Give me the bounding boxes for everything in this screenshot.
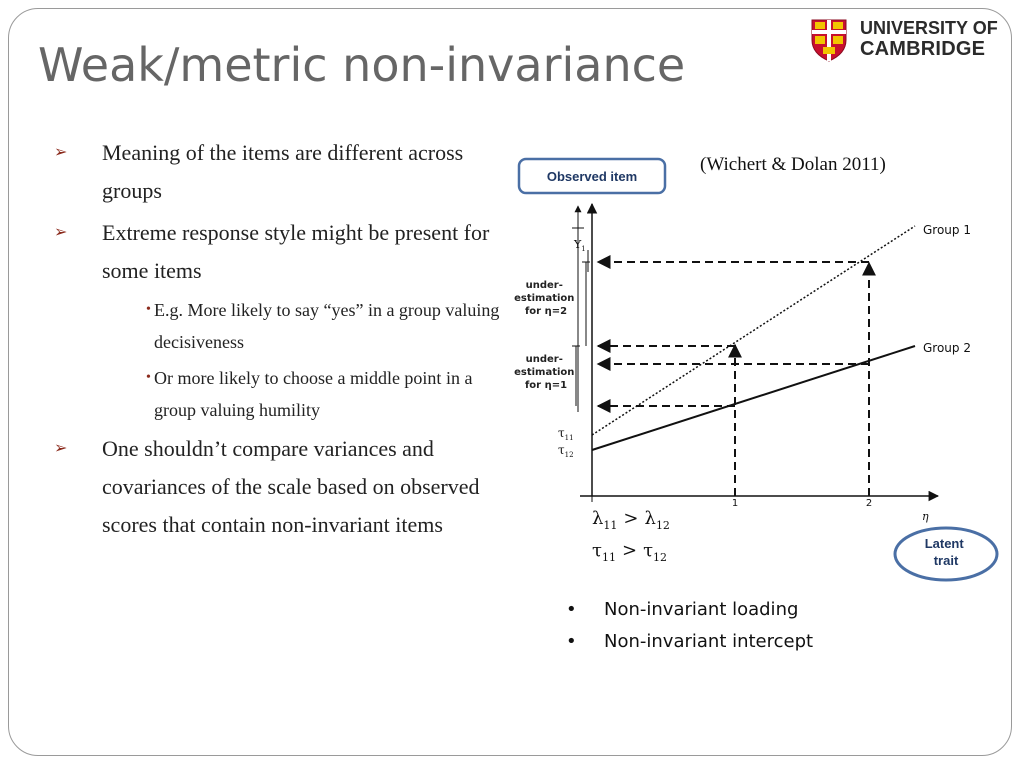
- tick-label-2: 2: [865, 498, 873, 509]
- tau12-label: $\tau_{12}$: [558, 443, 574, 459]
- dot-bullet-icon: •: [146, 370, 151, 385]
- citation: (Wichert & Dolan 2011): [700, 154, 886, 175]
- group1-line: [592, 226, 915, 435]
- tau-inequality: $\tau_{11} > \tau_{12}$: [592, 540, 668, 564]
- y-label: $Y_1$: [574, 238, 586, 253]
- university-logo: [810, 16, 1010, 62]
- bullet-text: Meaning of the items are different across groups: [102, 140, 464, 203]
- logo-line-1: UNIVERSITY OF: [860, 18, 998, 38]
- bullet-item: [52, 134, 502, 210]
- tick-label-1: 1: [731, 498, 739, 509]
- observed-item-label: Observed item: [546, 169, 638, 184]
- sub-bullet-text: E.g. More likely to say “yes” in a group valuing decisiveness: [154, 300, 500, 352]
- legend-bullet: •: [566, 631, 577, 652]
- invariance-diagram: [510, 150, 1010, 590]
- legend-text: Non-invariant intercept: [604, 631, 814, 652]
- bullet-text: One shouldn’t compare variances and covariances of the scale based on observed scores that contain non-invariant items: [102, 436, 480, 537]
- legend-text: Non-invariant loading: [604, 599, 799, 620]
- legend-list: [566, 594, 813, 658]
- arrow-bullet-icon: ➢: [54, 144, 68, 161]
- bullet-list: [52, 134, 502, 548]
- tau11-label: $\tau_{11}$: [558, 426, 574, 442]
- latent-trait-label: Latent trait: [924, 536, 964, 568]
- legend-item: [566, 594, 813, 626]
- bullet-item: [52, 430, 502, 544]
- cambridge-crest-icon: [810, 18, 848, 62]
- lambda-inequality: $\lambda_{11} > \lambda_{12}$: [592, 508, 670, 532]
- dot-bullet-icon: •: [146, 302, 151, 317]
- under-eta1-label: under- estimation for η=1: [514, 354, 575, 391]
- group2-line: [592, 346, 915, 450]
- bullet-text: Extreme response style might be present for some items: [102, 220, 490, 283]
- sub-bullet-text: Or more likely to choose a middle point in a group valuing humility: [154, 368, 473, 420]
- slide-title: Weak/metric non-invariance: [38, 38, 686, 92]
- under-eta2-label: under- estimation for η=2: [514, 280, 575, 317]
- legend-bullet: •: [566, 599, 577, 620]
- arrow-bullet-icon: ➢: [54, 224, 68, 241]
- group1-label: Group 1: [923, 223, 971, 237]
- x-axis-symbol: η: [922, 510, 929, 523]
- arrow-bullet-icon: ➢: [54, 440, 68, 457]
- sub-bullet-item: [52, 362, 502, 426]
- bullet-item: [52, 214, 502, 290]
- legend-item: [566, 626, 813, 658]
- logo-line-2: CAMBRIDGE: [860, 38, 986, 60]
- sub-bullet-item: [52, 294, 502, 358]
- group2-label: Group 2: [923, 341, 971, 355]
